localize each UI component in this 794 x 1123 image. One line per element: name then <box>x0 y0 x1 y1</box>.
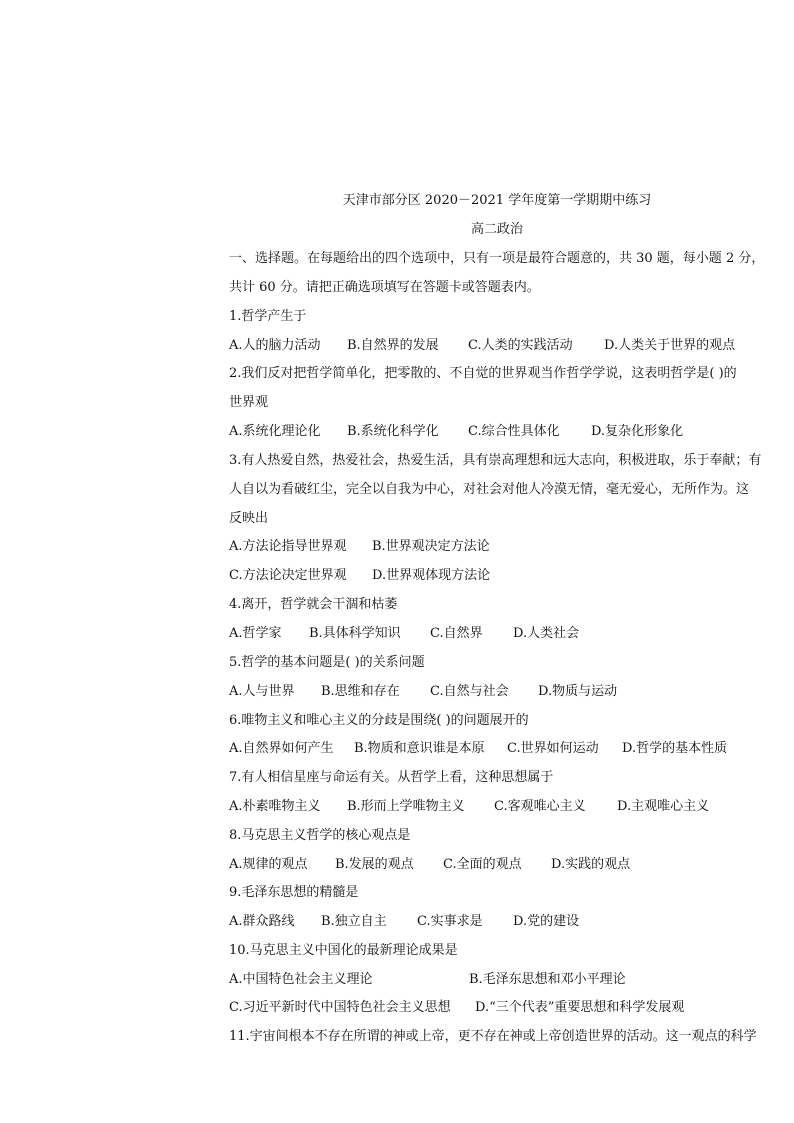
option-a[interactable]: A.中国特色社会主义理论 <box>229 972 373 987</box>
question-6-stem: 6.唯物主义和唯心主义的分歧是围绕( )的问题展开的 <box>229 713 529 728</box>
option-c[interactable]: C.人类的实践活动 <box>468 338 573 353</box>
option-b[interactable]: B.形而上学唯物主义 <box>347 799 465 814</box>
question-3-stem-line-2: 人自以为看破红尘，完全以自我为中心，对社会对他人冷漠无情，毫无爱心，无所作为。这 <box>229 482 750 497</box>
option-d[interactable]: D.人类社会 <box>513 626 580 641</box>
option-b[interactable]: B.独立自主 <box>321 914 387 929</box>
question-3-stem-line-1: 3.有人热爱自然，热爱社会，热爱生活，具有崇高理想和远大志向，积极进取，乐于奉献；有 <box>229 453 762 468</box>
option-b[interactable]: B.系统化科学化 <box>347 424 439 439</box>
option-a[interactable]: A.规律的观点 <box>229 857 308 872</box>
option-a[interactable]: A.人与世界 <box>229 684 295 699</box>
option-c[interactable]: C.方法论决定世界观 <box>229 568 347 583</box>
option-a[interactable]: A.朴素唯物主义 <box>229 799 321 814</box>
option-c[interactable]: C.世界如何运动 <box>507 741 599 756</box>
exam-title: 天津市部分区 2020－2021 学年度第一学期期中练习 <box>342 193 652 208</box>
question-2-stem-line-1: 2.我们反对把哲学简单化，把零散的、不自觉的世界观当作哲学学说，这表明哲学是( )的 <box>229 366 737 381</box>
exam-subject: 高二政治 <box>470 222 523 237</box>
option-b[interactable]: B.世界观决定方法论 <box>372 539 490 554</box>
option-b[interactable]: B.物质和意识谁是本原 <box>354 741 485 756</box>
question-8-stem: 8.马克思主义哲学的核心观点是 <box>229 828 411 843</box>
option-a[interactable]: A.系统化理论化 <box>229 424 321 439</box>
option-b[interactable]: B.毛泽东思想和邓小平理论 <box>469 972 626 987</box>
option-c[interactable]: C.习近平新时代中国特色社会主义思想 <box>229 1000 451 1015</box>
option-a[interactable]: A.哲学家 <box>229 626 282 641</box>
option-d[interactable]: D.复杂化形象化 <box>591 424 684 439</box>
question-9-stem: 9.毛泽东思想的精髓是 <box>229 885 359 900</box>
option-b[interactable]: B.自然界的发展 <box>347 338 439 353</box>
option-c[interactable]: C.综合性具体化 <box>468 424 560 439</box>
option-b[interactable]: B.思维和存在 <box>321 684 400 699</box>
option-c[interactable]: C.自然与社会 <box>430 684 509 699</box>
section-instructions-line-2: 共计 60 分。请把正确选项填写在答题卡或答题表内。 <box>229 280 540 295</box>
question-3-stem-line-3: 反映出 <box>229 511 269 526</box>
question-4-stem: 4.离开，哲学就会干涸和枯萎 <box>229 597 398 612</box>
option-d[interactable]: D.实践的观点 <box>551 857 631 872</box>
option-b[interactable]: B.具体科学知识 <box>309 626 401 641</box>
question-11-stem: 11.宇宙间根本不存在所谓的神或上帝，更不存在神或上帝创造世界的活动。这一观点的科学 <box>229 1029 757 1044</box>
question-5-stem: 5.哲学的基本问题是( )的关系问题 <box>229 655 425 670</box>
option-a[interactable]: A.人的脑力活动 <box>229 338 321 353</box>
option-d[interactable]: D.哲学的基本性质 <box>622 741 728 756</box>
option-b[interactable]: B.发展的观点 <box>335 857 414 872</box>
option-d[interactable]: D.世界观体现方法论 <box>372 568 491 583</box>
option-d[interactable]: D.人类关于世界的观点 <box>604 338 736 353</box>
option-c[interactable]: C.自然界 <box>430 626 483 641</box>
option-a[interactable]: A.群众路线 <box>229 914 295 929</box>
option-d[interactable]: D.“三个代表”重要思想和科学发展观 <box>475 1000 685 1015</box>
option-c[interactable]: C.全面的观点 <box>443 857 522 872</box>
option-a[interactable]: A.方法论指导世界观 <box>229 539 347 554</box>
option-c[interactable]: C.客观唯心主义 <box>494 799 586 814</box>
option-d[interactable]: D.主观唯心主义 <box>617 799 710 814</box>
option-a[interactable]: A.自然界如何产生 <box>229 741 334 756</box>
question-7-stem: 7.有人相信星座与命运有关。从哲学上看，这种思想属于 <box>229 770 554 785</box>
option-c[interactable]: C.实事求是 <box>417 914 483 929</box>
section-instructions-line-1: 一、选择题。在每题给出的四个选项中，只有一项是最符合题意的，共 30 题，每小题 2 分， <box>229 251 765 266</box>
question-1-stem: 1.哲学产生于 <box>229 309 307 324</box>
question-2-stem-line-2: 世界观 <box>229 395 269 410</box>
option-d[interactable]: D.党的建设 <box>513 914 580 929</box>
question-10-stem: 10.马克思主义中国化的最新理论成果是 <box>229 943 458 958</box>
option-d[interactable]: D.物质与运动 <box>538 684 618 699</box>
